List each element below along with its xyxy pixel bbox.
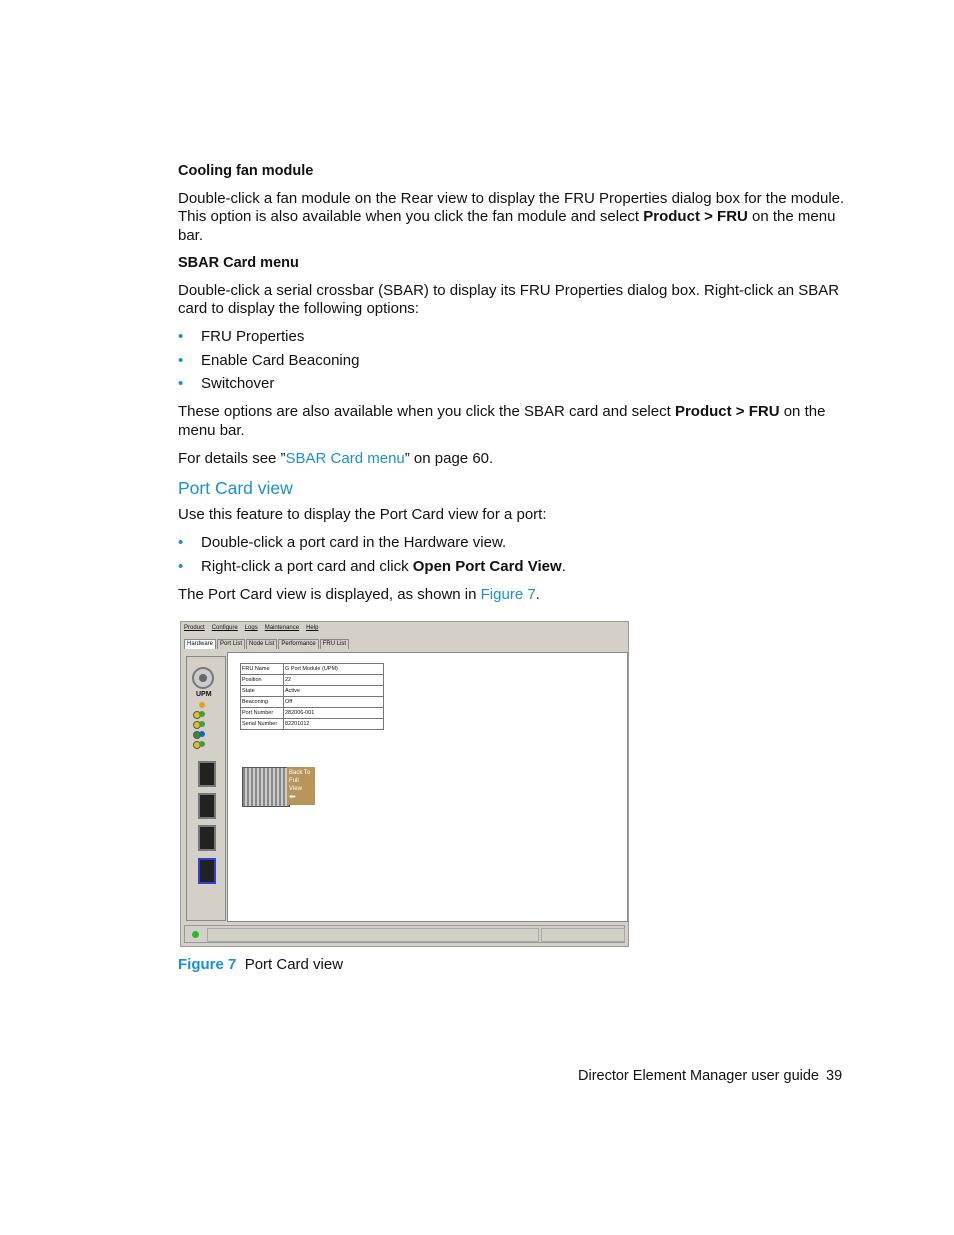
- menu-item-maintenance[interactable]: Maintenance: [264, 625, 300, 631]
- tab-node-list[interactable]: Node List: [246, 639, 277, 649]
- menu-bar: [184, 625, 318, 635]
- options-paragraph-line1: These options are also available when you click the SBAR card and select Product > FRU on the: [178, 403, 826, 420]
- cooling-heading: Cooling fan module: [178, 163, 314, 179]
- port-card-paragraph: Use this feature to display the Port Card view for a port:: [178, 506, 547, 523]
- port-card-work-area: [227, 652, 628, 922]
- list-item: • Double-click a port card in the Hardware view.: [178, 534, 507, 551]
- cooling-paragraph-line1: Double-click a fan module on the Rear view to display the FRU Properties dialog box for the module.: [178, 190, 845, 207]
- table-row: Port Number 282006-001: [241, 708, 384, 719]
- led-icon: [199, 741, 205, 747]
- menu-item-configure[interactable]: Configure: [211, 625, 238, 631]
- table-row: Beaconing Off: [241, 697, 384, 708]
- status-light-icon: [192, 931, 199, 938]
- arrow-left-icon: ⬅: [289, 792, 296, 801]
- table-row: State Active: [241, 686, 384, 697]
- sbar-heading: SBAR Card menu: [178, 255, 299, 271]
- port-connector-icon[interactable]: [198, 858, 216, 884]
- menu-item-help[interactable]: Help: [306, 625, 319, 631]
- full-view-thumbnail-icon[interactable]: [242, 767, 290, 807]
- tab-fru-list[interactable]: FRU List: [320, 639, 349, 649]
- status-bar: [184, 925, 625, 943]
- cooling-paragraph-line2: This option is also available when you click the fan module and select Product > FRU on the menu: [178, 208, 836, 225]
- status-field: [207, 928, 539, 942]
- led-icon: [199, 731, 205, 737]
- figure-7-link[interactable]: Figure 7: [480, 586, 536, 603]
- table-row: Serial Number 82201012: [241, 719, 384, 730]
- figure-caption: Figure 7 Port Card view: [178, 956, 344, 973]
- sbar-paragraph-line2: card to display the following options:: [178, 300, 419, 317]
- led-icon: [199, 721, 205, 727]
- menu-item-logs[interactable]: Logs: [244, 625, 258, 631]
- port-card-view-screenshot: [180, 621, 629, 947]
- cooling-paragraph-line3: bar.: [178, 227, 204, 244]
- status-field: [541, 928, 625, 942]
- port-connector-icon[interactable]: [198, 793, 216, 819]
- options-paragraph-line2: menu bar.: [178, 422, 245, 439]
- table-row: FRU Name G Port Module (UPM): [241, 664, 384, 675]
- tab-bar: [184, 639, 350, 649]
- tab-hardware[interactable]: Hardware: [184, 639, 216, 649]
- sbar-card-menu-link[interactable]: SBAR Card menu: [285, 450, 405, 467]
- details-paragraph: For details see ”SBAR Card menu” on page 60.: [178, 450, 494, 467]
- port-connector-icon[interactable]: [198, 825, 216, 851]
- table-row: Position 22: [241, 675, 384, 686]
- page-number: 39: [826, 1068, 843, 1084]
- list-item: • Enable Card Beaconing: [178, 352, 360, 369]
- port-card-heading: Port Card view: [178, 478, 293, 498]
- port-module-panel: [186, 656, 226, 921]
- led-icon: [199, 702, 205, 708]
- fru-properties-table: [240, 663, 384, 730]
- list-item: • FRU Properties: [178, 328, 305, 345]
- sbar-paragraph-line1: Double-click a serial crossbar (SBAR) to display its FRU Properties dialog box. Right-click an SBAR: [178, 282, 840, 299]
- port-connector-icon[interactable]: [198, 761, 216, 787]
- module-label: UPM: [196, 691, 212, 698]
- menu-item-product[interactable]: Product: [184, 625, 205, 631]
- list-item: • Switchover: [178, 375, 275, 392]
- footer-title: Director Element Manager user guide: [578, 1068, 819, 1084]
- list-item: • Right-click a port card and click Open Port Card View.: [178, 558, 566, 575]
- tab-performance[interactable]: Performance: [278, 639, 318, 649]
- figure-reference-paragraph: The Port Card view is displayed, as shown in Figure 7.: [178, 586, 540, 603]
- led-icon: [199, 711, 205, 717]
- back-to-full-view-button[interactable]: Back To Full View ⬅: [287, 767, 315, 805]
- module-knob-icon: [192, 667, 214, 689]
- tab-port-list[interactable]: Port List: [217, 639, 245, 649]
